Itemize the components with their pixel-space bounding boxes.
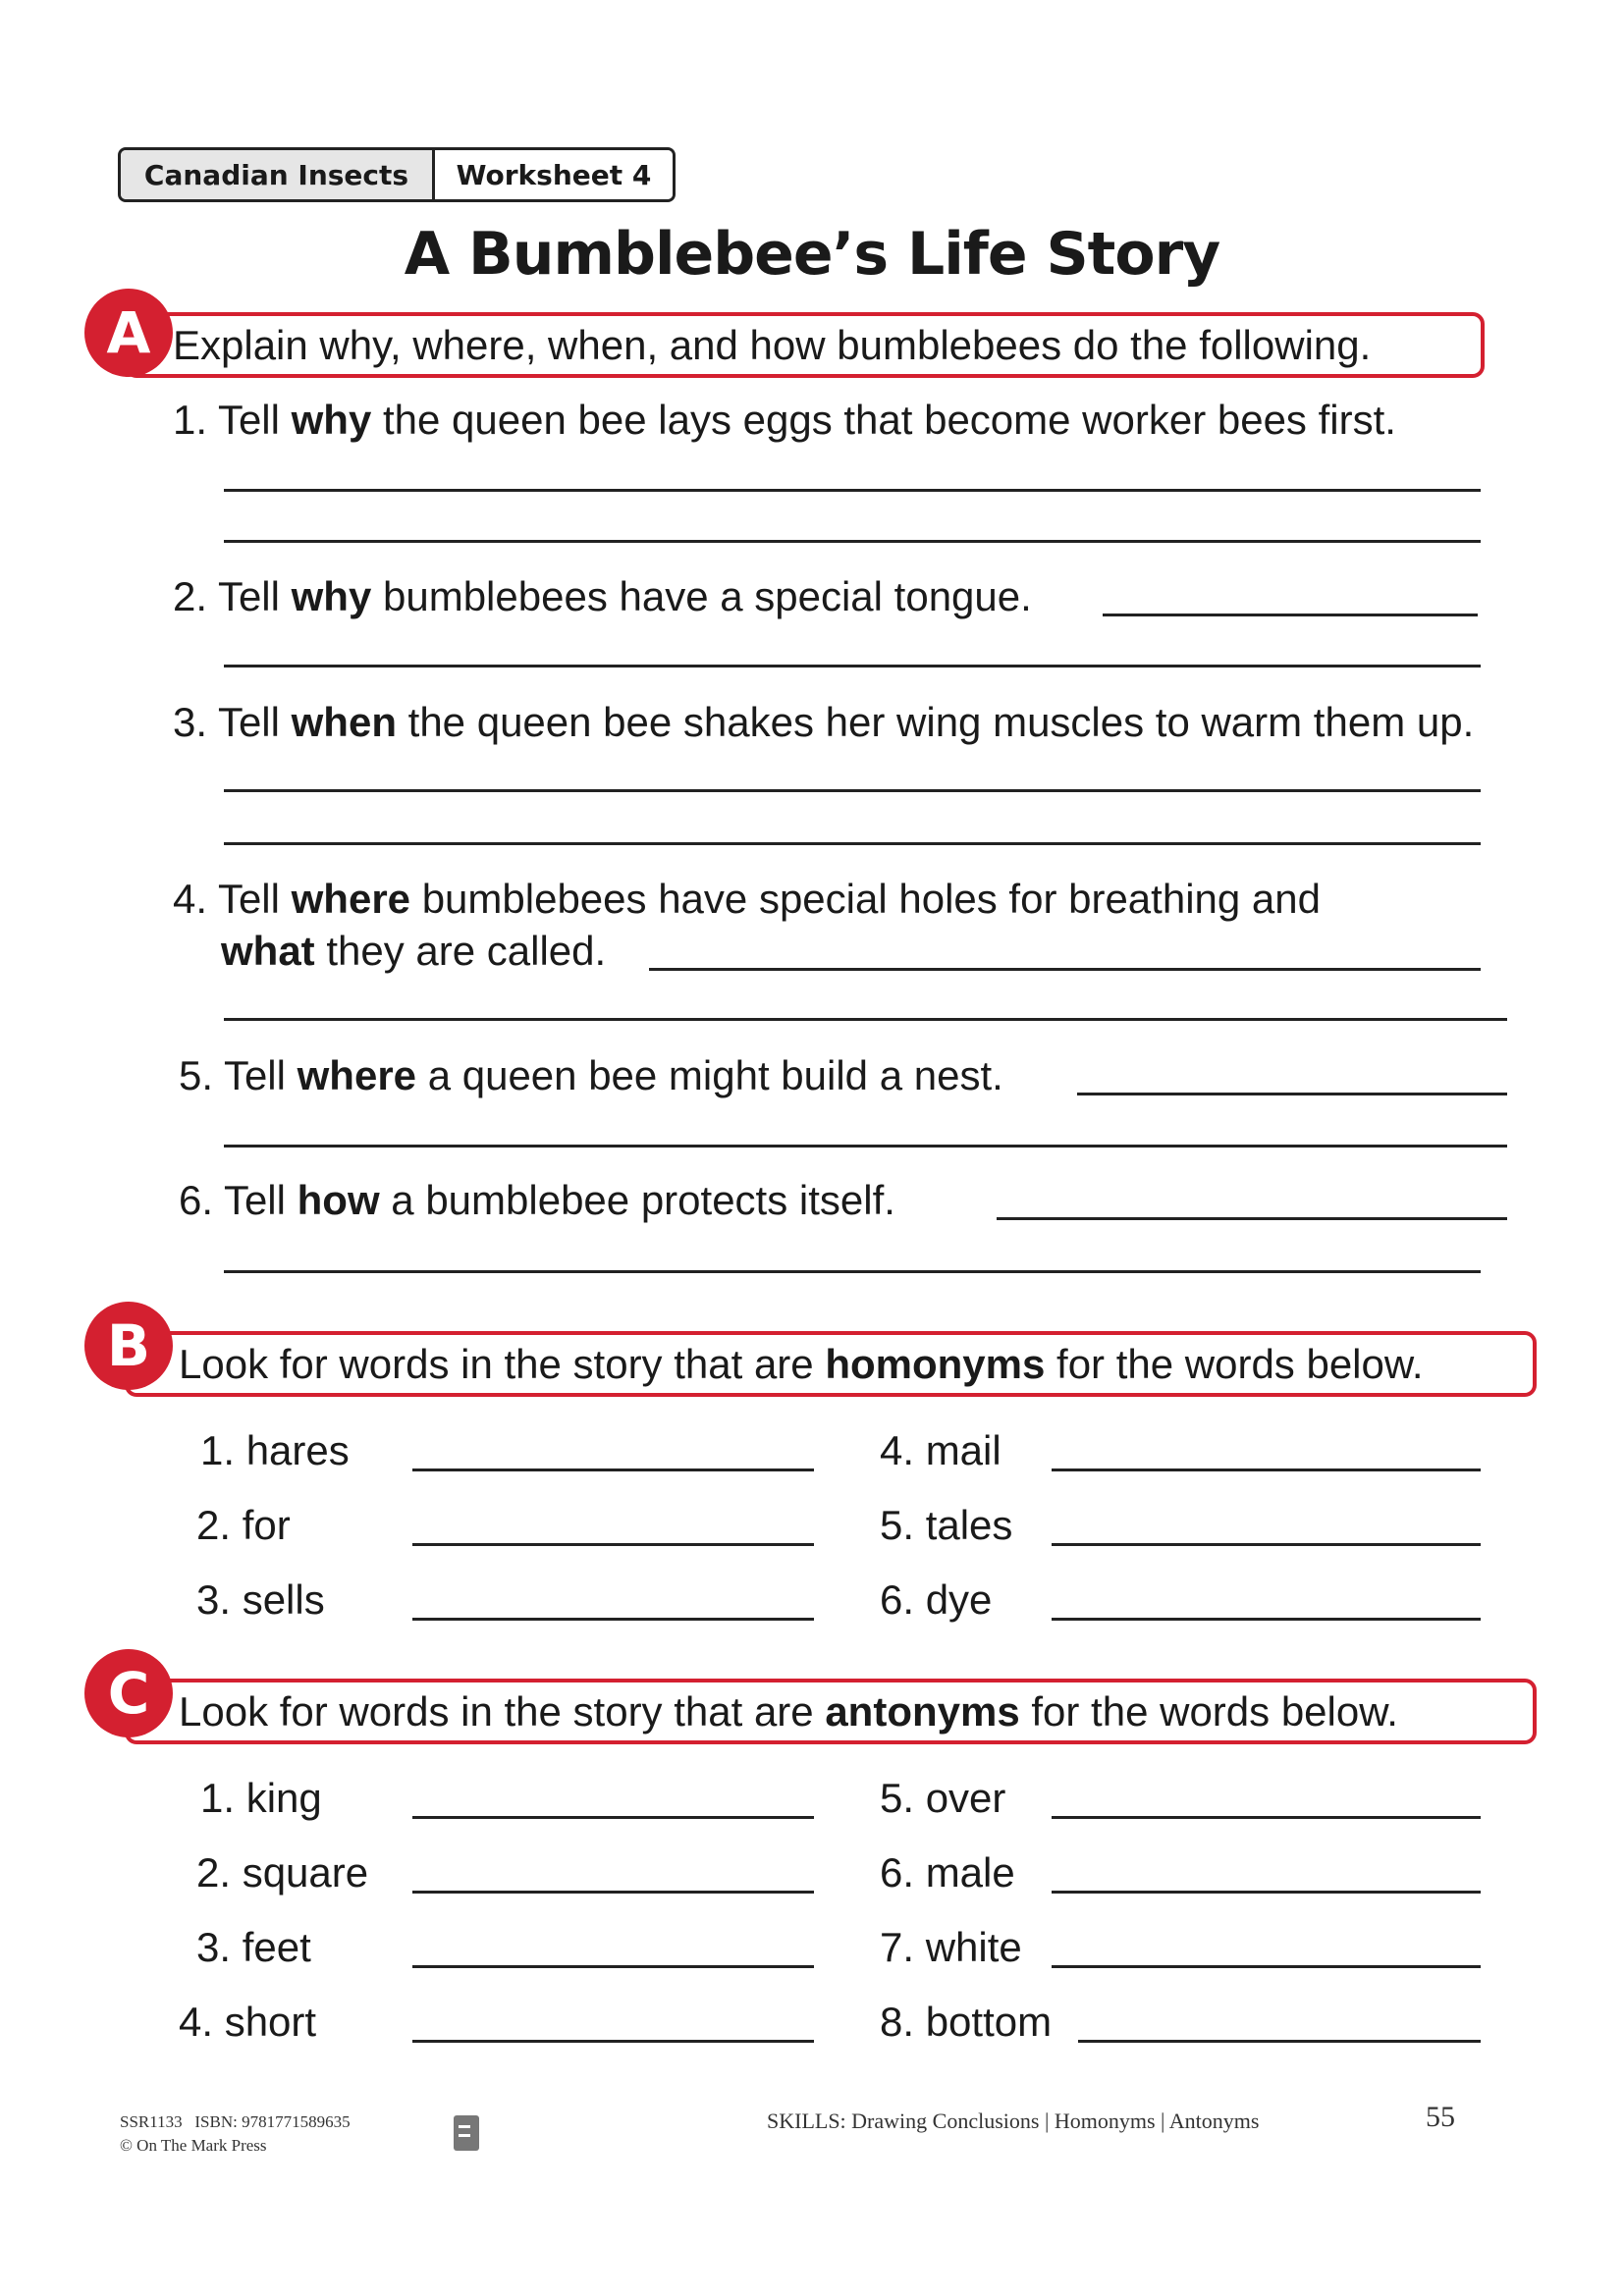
homonym-word: 3. sells [196, 1576, 325, 1623]
antonym-word: 5. over [880, 1775, 1006, 1821]
answer-line[interactable] [412, 1965, 814, 1968]
answer-line[interactable] [412, 1891, 814, 1894]
homonym-word: 2. for [196, 1502, 291, 1548]
section-c-instruction: Look for words in the story that are antonyms for the words below. [179, 1688, 1398, 1735]
worksheet-header-tabs [118, 147, 676, 202]
question-4: 4. Tell where bumblebees have special holes for breathing and [173, 876, 1321, 922]
answer-line[interactable] [412, 2040, 814, 2043]
homonym-word: 6. dye [880, 1576, 993, 1623]
page-number: 55 [1426, 2101, 1455, 2133]
answer-line[interactable] [224, 789, 1481, 792]
answer-line[interactable] [1052, 1891, 1481, 1894]
answer-line[interactable] [649, 968, 1481, 971]
answer-line[interactable] [1052, 1468, 1481, 1471]
antonym-word: 7. white [880, 1924, 1022, 1970]
homonym-word: 1. hares [200, 1427, 350, 1473]
footer-skills: SKILLS: Drawing Conclusions | Homonyms | Antonyms [767, 2109, 1260, 2133]
section-c-badge: C [84, 1649, 173, 1737]
answer-line[interactable] [224, 540, 1481, 543]
book-icon [454, 2115, 479, 2151]
question-4-continued: what they are called. [221, 928, 607, 974]
answer-line[interactable] [997, 1217, 1507, 1220]
question-2: 2. Tell why bumblebees have a special tongue. [173, 573, 1032, 619]
section-a-instruction: Explain why, where, when, and how bumblebees do the following. [173, 322, 1372, 368]
subject-tab: Canadian Insects [121, 150, 435, 199]
question-3: 3. Tell when the queen bee shakes her wing muscles to warm them up. [173, 699, 1475, 745]
answer-line[interactable] [224, 1145, 1507, 1148]
antonym-word: 8. bottom [880, 1999, 1053, 2045]
answer-line[interactable] [224, 1018, 1507, 1021]
answer-line[interactable] [1052, 1543, 1481, 1546]
homonym-word: 5. tales [880, 1502, 1013, 1548]
answer-line[interactable] [412, 1543, 814, 1546]
answer-line[interactable] [224, 489, 1481, 492]
question-1: 1. Tell why the queen bee lays eggs that become worker bees first. [173, 397, 1396, 443]
antonym-word: 1. king [200, 1775, 322, 1821]
worksheet-tab: Worksheet 4 [435, 150, 673, 199]
antonym-word: 3. feet [196, 1924, 311, 1970]
antonym-word: 6. male [880, 1849, 1015, 1896]
footer-copyright: © On The Mark Press [120, 2136, 267, 2155]
answer-line[interactable] [224, 665, 1481, 667]
section-a-badge: A [84, 289, 173, 377]
footer-code: SSR1133 ISBN: 9781771589635 [120, 2112, 351, 2131]
answer-line[interactable] [224, 1270, 1481, 1273]
section-b-badge: B [84, 1302, 173, 1390]
section-b-instruction: Look for words in the story that are homonyms for the words below. [179, 1341, 1424, 1387]
answer-line[interactable] [1077, 1093, 1507, 1095]
page-title: A Bumblebee’s Life Story [404, 220, 1220, 289]
answer-line[interactable] [412, 1468, 814, 1471]
homonym-word: 4. mail [880, 1427, 1001, 1473]
answer-line[interactable] [1052, 1965, 1481, 1968]
answer-line[interactable] [412, 1618, 814, 1621]
answer-line[interactable] [1078, 2040, 1481, 2043]
answer-line[interactable] [1052, 1816, 1481, 1819]
question-6: 6. Tell how a bumblebee protects itself. [179, 1177, 895, 1223]
question-5: 5. Tell where a queen bee might build a nest. [179, 1052, 1003, 1098]
answer-line[interactable] [1052, 1618, 1481, 1621]
answer-line[interactable] [412, 1816, 814, 1819]
antonym-word: 4. short [179, 1999, 317, 2045]
antonym-word: 2. square [196, 1849, 369, 1896]
answer-line[interactable] [224, 842, 1481, 845]
answer-line[interactable] [1103, 614, 1478, 616]
